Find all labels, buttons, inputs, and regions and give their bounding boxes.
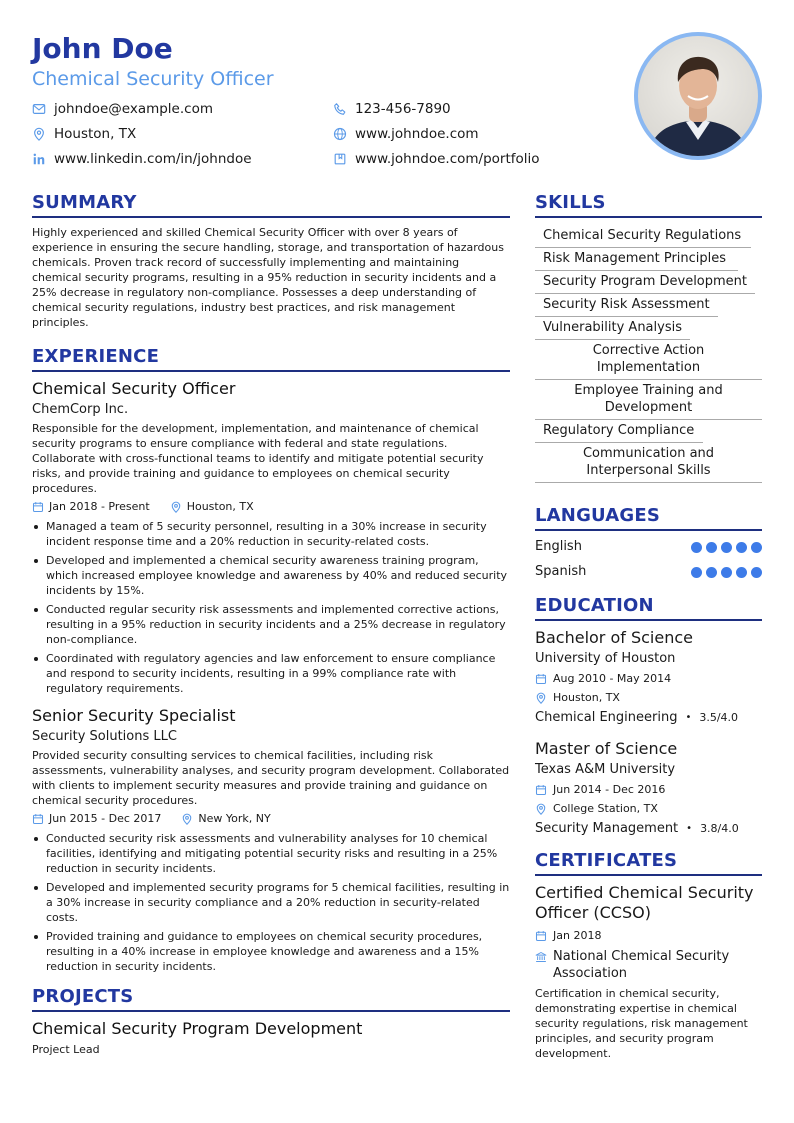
skills-heading: SKILLS	[535, 192, 762, 218]
contact-website[interactable]	[333, 124, 603, 144]
job-achievements	[32, 519, 510, 696]
gpa: 3.8/4.0	[700, 822, 739, 835]
contact-location	[32, 124, 333, 144]
calendar-icon	[32, 813, 44, 825]
level-dot	[736, 542, 747, 553]
job-location-text: Houston, TX	[186, 500, 254, 513]
skill-tag: Security Program Development	[535, 271, 755, 294]
experience-section	[32, 346, 510, 974]
job-description: Responsible for the development, implementation, and maintenance of chemical security programs to ensure compliance with federal and state regulations. Collaborate with cross-functional teams to identify and mitigate potential security risks, and provide training and guidance to employees on chemical security procedures.	[32, 422, 484, 495]
level-dot	[721, 567, 732, 578]
projects-section	[32, 986, 510, 1057]
location-pin-icon	[170, 501, 182, 513]
linkedin-text: www.linkedin.com/in/johndoe	[54, 151, 252, 167]
level-dot	[751, 567, 762, 578]
experience-heading: EXPERIENCE	[32, 346, 510, 372]
skill-tag: Vulnerability Analysis	[535, 317, 690, 340]
education-dates	[535, 671, 762, 687]
job-location	[170, 499, 254, 515]
certificates-section	[535, 850, 762, 1061]
job-company: Security Solutions LLC	[32, 729, 177, 744]
education-entry	[535, 739, 762, 838]
language-name: Spanish	[535, 564, 587, 579]
institution-icon	[535, 951, 547, 963]
languages-section	[535, 505, 762, 581]
summary-heading: SUMMARY	[32, 192, 510, 218]
portfolio-text: www.johndoe.com/portfolio	[355, 151, 540, 167]
job-entry	[32, 379, 510, 696]
candidate-role: Chemical Security Officer	[32, 68, 274, 90]
education-location-text: College Station, TX	[553, 802, 658, 815]
website-text: www.johndoe.com	[355, 126, 479, 142]
achievement-item: Developed and implemented security programs for 5 chemical facilities, resulting in a 30% increase in security compliance and a 20% reduction in security-related costs.	[32, 880, 510, 925]
education-location	[535, 801, 762, 817]
skill-tag: Chemical Security Regulations	[535, 225, 751, 248]
skill-tag: Corrective Action Implementation	[535, 340, 762, 380]
location-pin-icon	[181, 813, 193, 825]
level-dot	[706, 567, 717, 578]
level-dot	[751, 542, 762, 553]
job-description: Provided security consulting services to chemical facilities, including risk assessments, vulnerability analyses, and security program development. Collaborated with clients to implement security measures and provide training and guidance on chemical security procedures.	[32, 749, 510, 807]
education-entry	[535, 628, 762, 727]
projects-heading: PROJECTS	[32, 986, 510, 1012]
job-company: ChemCorp Inc.	[32, 402, 129, 417]
location-pin-icon	[535, 692, 547, 704]
bookmark-icon	[333, 152, 347, 166]
achievement-item: Managed a team of 5 security personnel, resulting in a 30% increase in security incident response time and a 20% reduction in security-related costs.	[32, 519, 510, 549]
calendar-icon	[32, 501, 44, 513]
gpa: 3.5/4.0	[699, 711, 739, 724]
certificate-date-text: Jan 2018	[553, 929, 602, 942]
job-dates-text: Jan 2018 - Present	[49, 500, 150, 513]
level-dot	[691, 542, 702, 553]
skills-list	[535, 225, 762, 483]
job-dates	[32, 499, 150, 515]
contact-phone[interactable]	[333, 99, 603, 119]
education-heading: EDUCATION	[535, 595, 762, 621]
job-location	[181, 811, 270, 827]
location-pin-icon	[32, 127, 46, 141]
education-section	[535, 595, 762, 838]
profile-photo	[634, 32, 762, 160]
degree-title: Master of Science	[535, 739, 678, 758]
skill-tag: Employee Training and Development	[535, 380, 762, 420]
achievement-item: Developed and implemented a chemical security awareness training program, which increased employee knowledge and awareness by 40% and reduced security incidents by 15%.	[32, 553, 510, 598]
location-pin-icon	[535, 803, 547, 815]
skill-tag: Security Risk Assessment	[535, 294, 718, 317]
calendar-icon	[535, 930, 547, 942]
level-dot	[736, 567, 747, 578]
job-title: Chemical Security Officer	[32, 379, 236, 398]
certificate-issuer	[535, 948, 762, 982]
field-of-study	[535, 820, 762, 838]
calendar-icon	[535, 784, 547, 796]
contact-list	[32, 99, 612, 169]
languages-heading: LANGUAGES	[535, 505, 762, 531]
linkedin-icon	[32, 152, 46, 166]
phone-icon	[333, 102, 347, 116]
school-name: Texas A&M University	[535, 762, 676, 777]
achievement-item: Coordinated with regulatory agencies and law enforcement to ensure compliance and respond to security incidents, resulting in a 99% compliance rate with regulatory requirements.	[32, 651, 510, 696]
achievement-item: Conducted regular security risk assessments and implemented corrective actions, resulting in a 95% reduction in security incidents and a 25% decrease in regulatory non-compliance.	[32, 602, 510, 647]
separator-dot: •	[686, 823, 693, 834]
contact-linkedin[interactable]	[32, 149, 333, 169]
location-text: Houston, TX	[54, 126, 137, 142]
job-meta	[32, 811, 510, 827]
contact-email[interactable]	[32, 99, 333, 119]
certificate-issuer-text: National Chemical Security Association	[553, 949, 730, 981]
language-level	[687, 567, 762, 578]
calendar-icon	[535, 673, 547, 685]
degree-title: Bachelor of Science	[535, 628, 693, 647]
job-title: Senior Security Specialist	[32, 706, 236, 725]
skill-tag: Regulatory Compliance	[535, 420, 703, 443]
language-level	[687, 542, 762, 553]
achievement-item: Conducted security risk assessments and vulnerability analyses for 10 chemical facilities, identifying and mitigating potential security risks and resulting in a 25% reduction in security incidents.	[32, 831, 510, 876]
skill-tag: Communication and Interpersonal Skills	[535, 443, 762, 483]
left-column	[32, 192, 510, 1073]
job-location-text: New York, NY	[198, 812, 271, 825]
achievement-item: Provided training and guidance to employees on chemical security procedures, resulting in a 40% increase in employee knowledge and awareness and a 15% reduction in security incidents.	[32, 929, 510, 974]
contact-portfolio[interactable]	[333, 149, 603, 169]
email-icon	[32, 102, 46, 116]
candidate-name: John Doe	[32, 32, 173, 65]
language-row	[535, 538, 762, 556]
globe-icon	[333, 127, 347, 141]
education-dates-text: Aug 2010 - May 2014	[553, 672, 672, 685]
resume-header	[32, 32, 612, 169]
project-role: Project Lead	[32, 1043, 100, 1056]
separator-dot: •	[685, 712, 692, 723]
field-name: Chemical Engineering	[535, 710, 678, 725]
field-name: Security Management	[535, 821, 679, 836]
level-dot	[721, 542, 732, 553]
skills-section	[535, 192, 762, 483]
certificate-description: Certification in chemical security, demonstrating expertise in chemical security regulations, risk management principles, and security program development.	[535, 987, 748, 1060]
school-name: University of Houston	[535, 651, 676, 666]
certificates-heading: CERTIFICATES	[535, 850, 762, 876]
summary-text: Highly experienced and skilled Chemical Security Officer with over 8 years of experience in ensuring the secure handling, storage, and transportation of hazardous chemicals. Proven track record of successfully implementing and maintaining chemical security programs, resulting in a 95% reduction in security incidents and a 25% decrease in regulatory non-compliance. Possesses a deep understanding of chemical security regulations, industry best practices, and risk management principles.	[32, 226, 504, 329]
education-dates	[535, 782, 762, 798]
education-location	[535, 690, 762, 706]
certificate-name: Certified Chemical Security Officer (CCSO)	[535, 883, 754, 922]
project-name: Chemical Security Program Development	[32, 1019, 363, 1038]
language-row	[535, 563, 762, 581]
job-dates	[32, 811, 161, 827]
right-column	[535, 192, 762, 1077]
level-dot	[706, 542, 717, 553]
skill-tag: Risk Management Principles	[535, 248, 738, 271]
certificate-date	[535, 928, 762, 944]
language-name: English	[535, 539, 582, 554]
summary-section	[32, 192, 510, 330]
job-entry	[32, 706, 510, 974]
level-dot	[691, 567, 702, 578]
job-dates-text: Jun 2015 - Dec 2017	[49, 812, 162, 825]
job-meta	[32, 499, 510, 515]
education-dates-text: Jun 2014 - Dec 2016	[553, 783, 666, 796]
field-of-study	[535, 709, 762, 727]
email-text: johndoe@example.com	[54, 101, 213, 117]
education-location-text: Houston, TX	[553, 691, 620, 704]
job-achievements	[32, 831, 510, 974]
phone-text: 123-456-7890	[355, 101, 451, 117]
avatar-illustration	[638, 36, 758, 156]
